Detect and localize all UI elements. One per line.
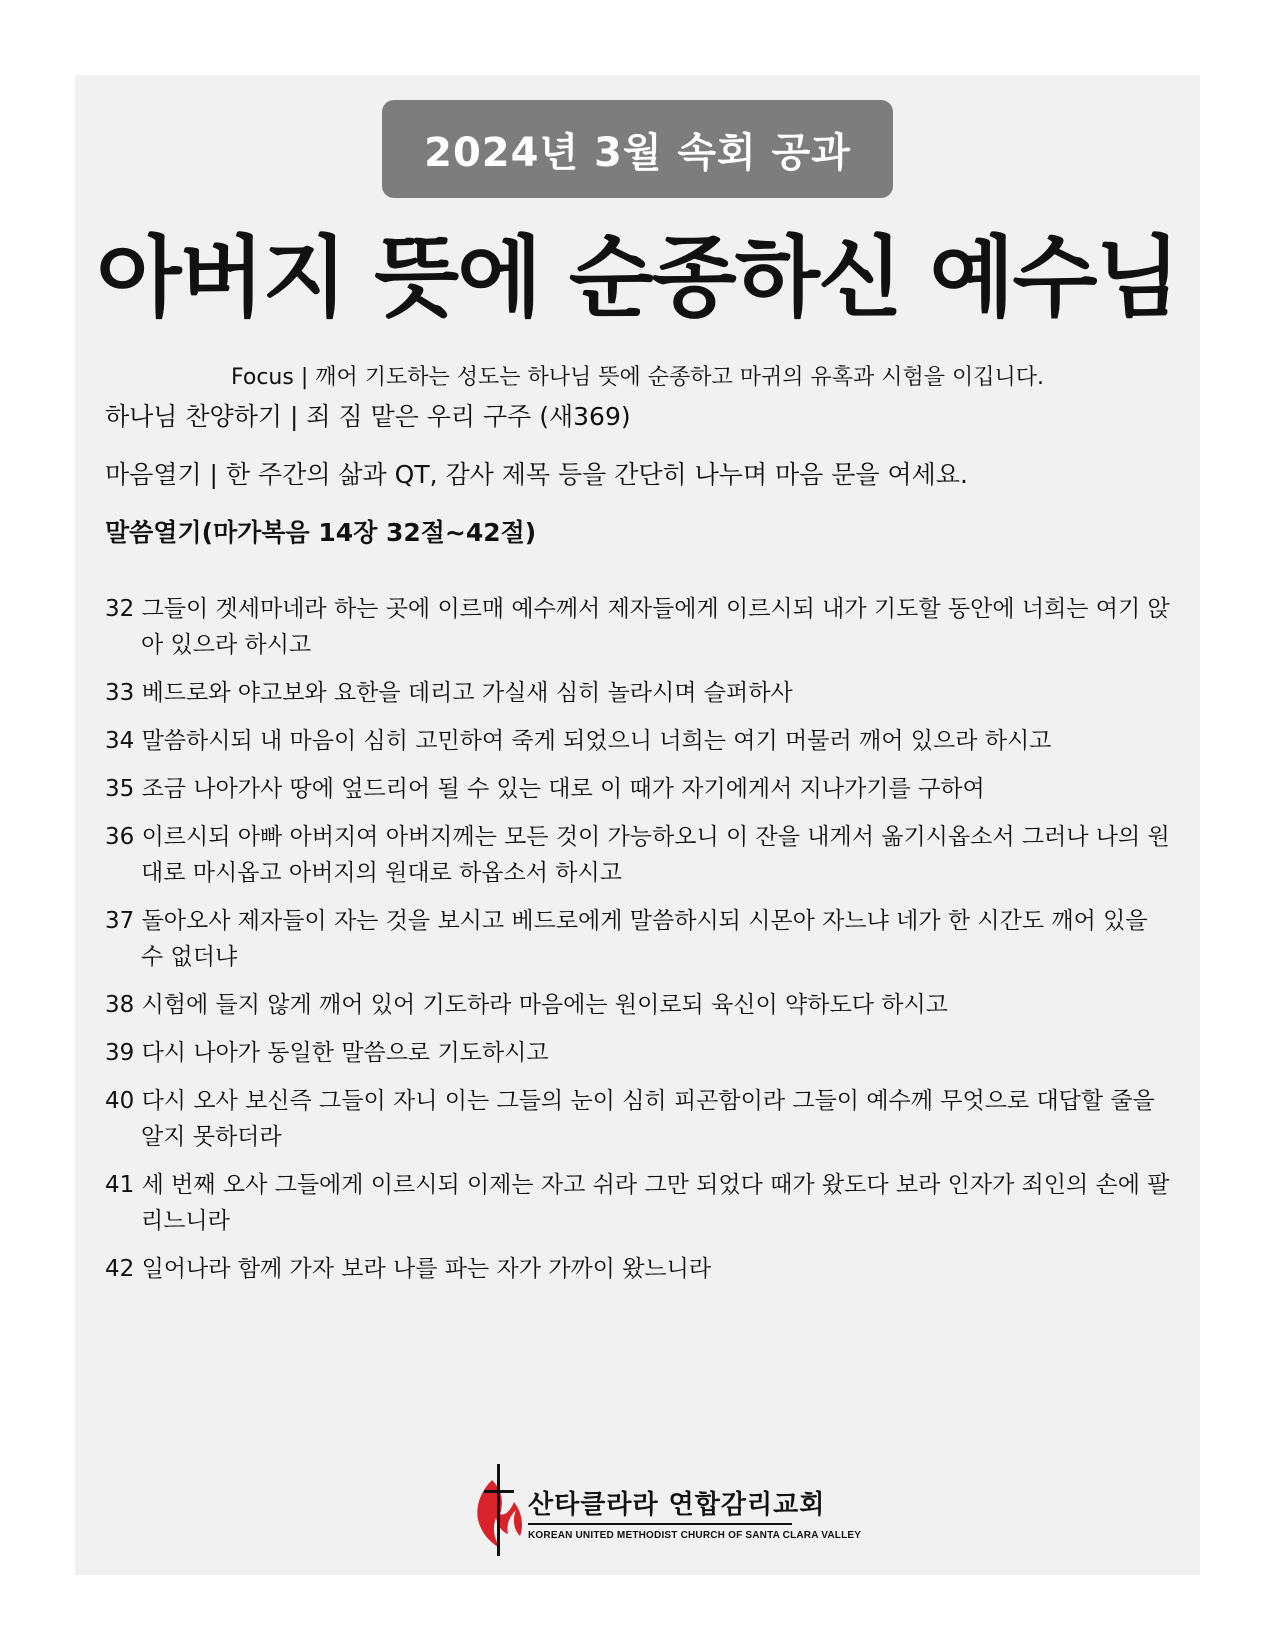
praise-line: 하나님 찬양하기 | 죄 짐 맡은 우리 구주 (새369)	[105, 402, 631, 431]
date-badge: 2024년 3월 속회 공과	[382, 100, 893, 198]
passage-title: 말씀열기(마가복음 14장 32절~42절)	[105, 518, 537, 547]
church-logo	[470, 1460, 862, 1558]
verse-42: 42 일어나라 함께 가자 보라 나를 파는 자가 가까이 왔느니라	[105, 1256, 712, 1282]
page-title: 아버지 뜻에 순종하신 예수님	[96, 226, 1179, 329]
church-name-korean: 산타클라라 연합감리교회	[528, 1490, 826, 1520]
church-name-english: KOREAN UNITED METHODIST CHURCH OF SANTA CLARA VALLEY	[528, 1530, 862, 1541]
verse-39: 39 다시 나아가 동일한 말씀으로 기도하시고	[105, 1040, 549, 1066]
verse-35: 35 조금 나아가사 땅에 엎드리어 될 수 있는 대로 이 때가 자기에게서 지나가기를 구하여	[105, 776, 985, 802]
verse-40: 40 다시 오사 보신즉 그들이 자니 이는 그들의 눈이 심히 피곤함이라 그들이 예수께 무엇으로 대답할 줄을 알지 못하더라	[105, 1088, 1155, 1150]
verse-32: 32 그들이 겟세마네라 하는 곳에 이르매 예수께서 제자들에게 이르시되 내가 기도할 동안에 너희는 여기 앉아 있으라 하시고	[105, 596, 1170, 658]
lesson-sheet	[75, 75, 1200, 1575]
verse-38: 38 시험에 들지 않게 깨어 있어 기도하라 마음에는 원이로되 육신이 약하도다 하시고	[105, 992, 948, 1018]
verse-list	[105, 591, 1177, 1299]
focus-statement: Focus | 깨어 기도하는 성도는 하나님 뜻에 순종하고 마귀의 유혹과 시험을 이깁니다.	[231, 365, 1044, 390]
verse-41: 41 세 번째 오사 그들에게 이르시되 이제는 자고 쉬라 그만 되었다 때가 왔도다 보라 인자가 죄인의 손에 팔리느니라	[105, 1172, 1170, 1234]
verse-34: 34 말씀하시되 내 마음이 심히 고민하여 죽게 되었으니 너희는 여기 머물러 깨어 있으라 하시고	[105, 728, 1052, 754]
verse-37: 37 돌아오사 제자들이 자는 것을 보시고 베드로에게 말씀하시되 시몬아 자느냐 네가 한 시간도 깨어 있을 수 없더냐	[105, 908, 1148, 970]
verse-33: 33 베드로와 야고보와 요한을 데리고 가실새 심히 놀라시며 슬퍼하사	[105, 680, 793, 706]
cross-and-flame-icon	[470, 1460, 526, 1558]
open-heart-line: 마음열기 | 한 주간의 삶과 QT, 감사 제목 등을 간단히 나누며 마음 문을 여세요.	[105, 460, 968, 489]
verse-36: 36 이르시되 아빠 아버지여 아버지께는 모든 것이 가능하오니 이 잔을 내게서 옮기시옵소서 그러나 나의 원대로 마시옵고 아버지의 원대로 하옵소서 하시고	[105, 824, 1170, 886]
logo-divider	[528, 1523, 792, 1525]
